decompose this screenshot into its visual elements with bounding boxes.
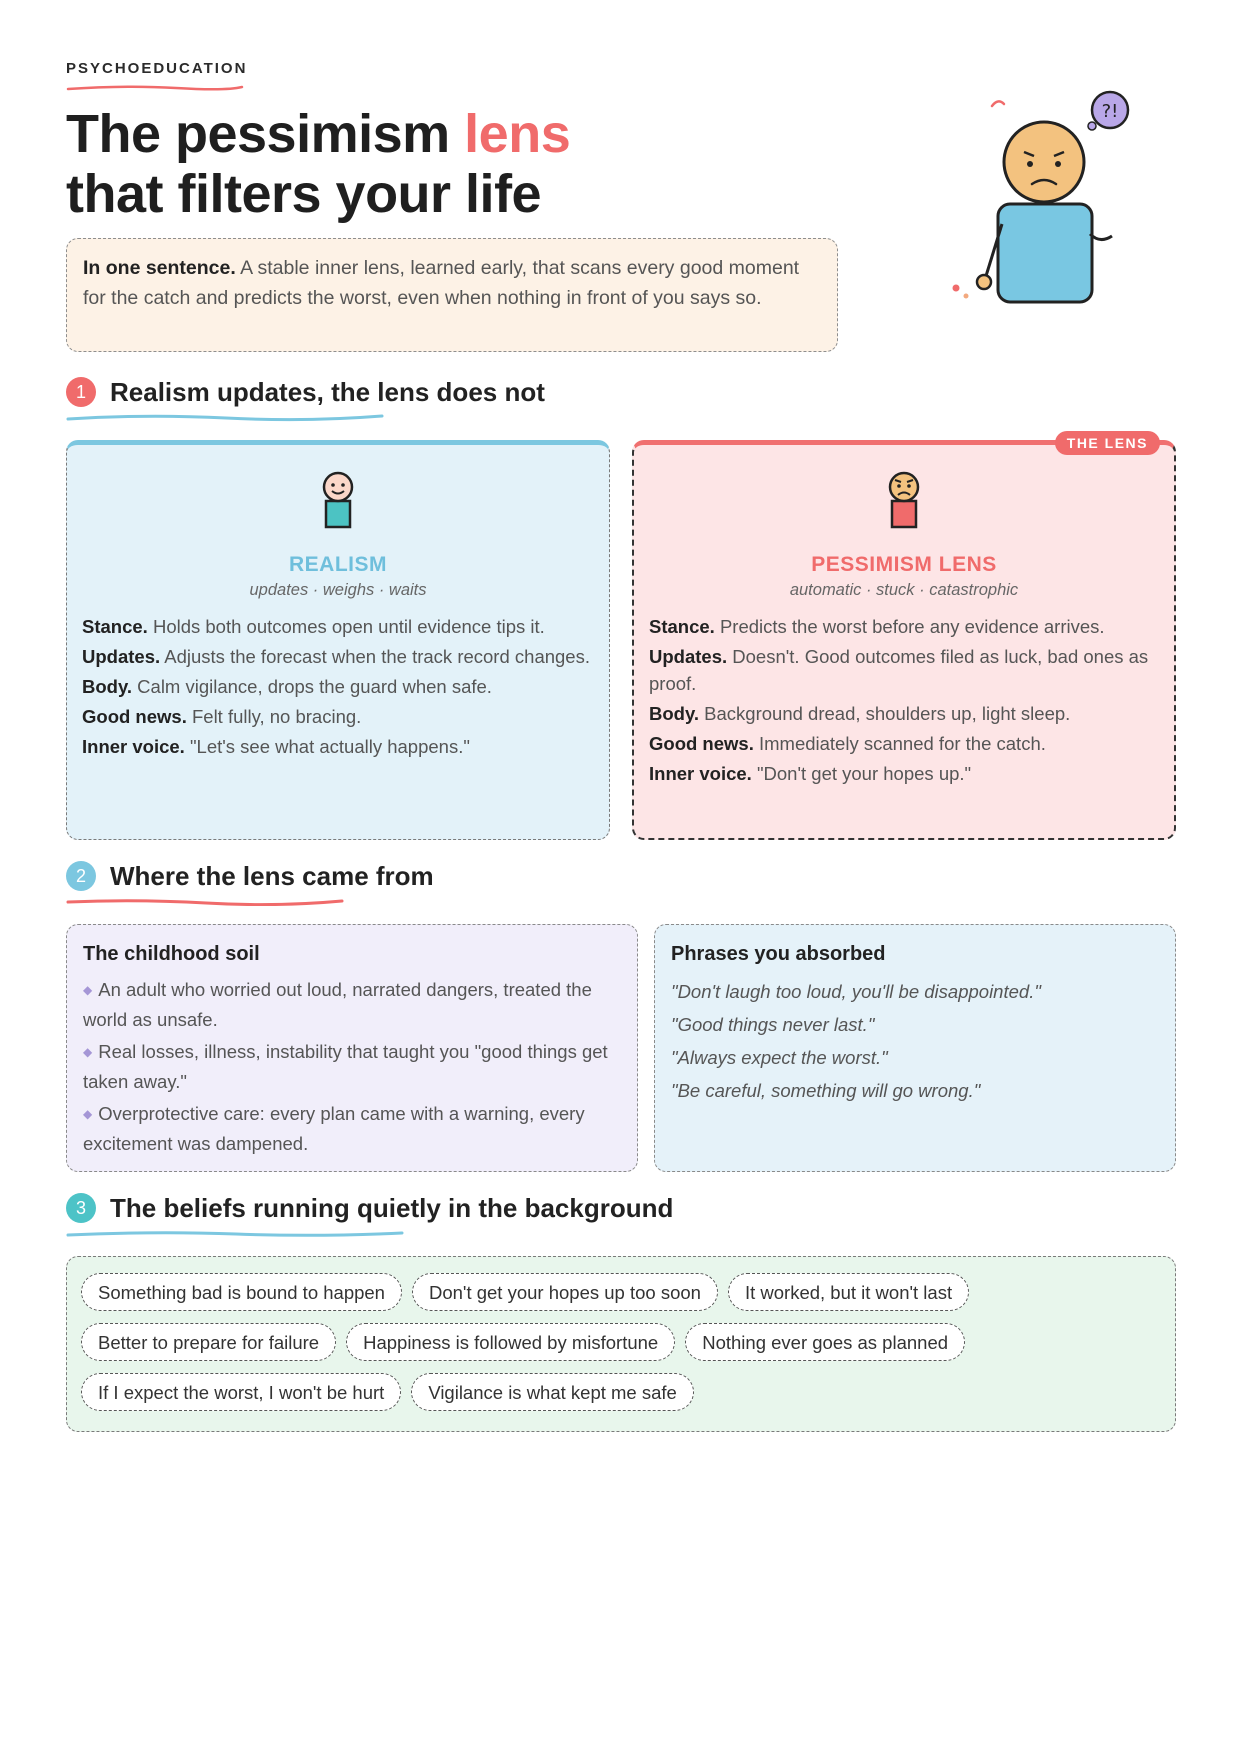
bubble-dot-icon xyxy=(1088,122,1096,130)
worried-person-icon xyxy=(884,469,924,531)
diamond-bullet-icon: ◆ xyxy=(83,1107,93,1121)
realism-row: Inner voice. "Let's see what actually happens." xyxy=(82,736,470,757)
title-accent: lens xyxy=(464,104,571,164)
section-title: Where the lens came from xyxy=(110,860,434,891)
body-shape xyxy=(998,204,1092,302)
summary-box xyxy=(66,238,838,352)
page-title xyxy=(66,104,570,224)
list-item: ◆ Overprotective care: every plan came with a warning, every excitement was dampened. xyxy=(83,1103,585,1154)
phrases-title: Phrases you absorbed xyxy=(671,943,886,965)
pessimism-label: PESSIMISM LENS xyxy=(811,553,997,576)
list-item: ◆ An adult who worried out loud, narrated dangers, treated the world as unsafe. xyxy=(83,979,592,1030)
pessimism-rows xyxy=(649,613,1156,790)
pessimism-row: Inner voice. "Don't get your hopes up." xyxy=(649,763,972,784)
bubble-text: ?! xyxy=(1101,101,1119,122)
kicker: PSYCHOEDUCATION xyxy=(66,60,248,77)
section-number-badge: 2 xyxy=(66,861,96,891)
section-1-underline xyxy=(66,414,386,422)
summary-lead: In one sentence. xyxy=(83,257,236,279)
phrase-quote: "Always expect the worst." xyxy=(671,1047,888,1068)
realism-card xyxy=(66,440,610,840)
section-1-header xyxy=(66,372,545,412)
section-title: Realism updates, the lens does not xyxy=(110,376,545,407)
belief-chip: It worked, but it won't last xyxy=(728,1273,969,1311)
belief-chips xyxy=(81,1273,1081,1411)
phrase-quote: "Be careful, something will go wrong." xyxy=(671,1080,981,1101)
section-3-underline xyxy=(66,1230,406,1238)
spark-icon xyxy=(992,101,1004,106)
realism-row: Body. Calm vigilance, drops the guard when safe. xyxy=(82,676,492,697)
pessimism-row: Body. Background dread, shoulders up, light sleep. xyxy=(649,703,1071,724)
belief-chip: Better to prepare for failure xyxy=(81,1323,336,1361)
worried-figure-illustration xyxy=(916,84,1136,324)
pessimism-row: Good news. Immediately scanned for the catch. xyxy=(649,733,1046,754)
realism-row: Good news. Felt fully, no bracing. xyxy=(82,706,362,727)
phrases-absorbed-box xyxy=(654,924,1176,1172)
belief-chip: Vigilance is what kept me safe xyxy=(411,1373,694,1411)
the-lens-badge: THE LENS xyxy=(1055,431,1160,455)
phrase-quote: "Don't laugh too loud, you'll be disappointed." xyxy=(671,981,1041,1002)
section-title: The beliefs running quietly in the background xyxy=(110,1192,674,1223)
belief-chip: Don't get your hopes up too soon xyxy=(412,1273,718,1311)
hand-left xyxy=(977,275,991,289)
section-3-header xyxy=(66,1188,673,1228)
childhood-soil-box xyxy=(66,924,638,1172)
kicker-underline xyxy=(66,84,246,92)
realism-label: REALISM xyxy=(289,553,387,576)
pessimism-row: Stance. Predicts the worst before any evidence arrives. xyxy=(649,616,1105,637)
pessimism-row: Updates. Doesn't. Good outcomes filed as luck, bad ones as proof. xyxy=(649,646,1149,694)
title-line2: that filters your life xyxy=(66,164,542,224)
title-part1: The pessimism xyxy=(66,104,465,164)
realism-row: Stance. Holds both outcomes open until evidence tips it. xyxy=(82,616,545,637)
confetti-dot xyxy=(953,285,960,292)
belief-chip: If I expect the worst, I won't be hurt xyxy=(81,1373,401,1411)
summary-text: A stable inner lens, learned early, that scans every good moment for the catch and predicts the worst, even when nothing in front of you says so. xyxy=(83,257,800,309)
pessimism-subtitle: automatic · stuck · catastrophic xyxy=(789,581,1019,599)
confetti-dot xyxy=(964,294,969,299)
section-number-badge: 3 xyxy=(66,1193,96,1223)
belief-chip: Happiness is followed by misfortune xyxy=(346,1323,675,1361)
childhood-soil-title: The childhood soil xyxy=(83,943,260,965)
diamond-bullet-icon: ◆ xyxy=(83,983,93,997)
realism-rows xyxy=(82,613,591,763)
list-item: ◆ Real losses, illness, instability that taught you "good things get taken away." xyxy=(83,1041,608,1092)
calm-person-icon xyxy=(318,469,358,531)
realism-subtitle: updates · weighs · waits xyxy=(249,581,427,599)
belief-chip: Nothing ever goes as planned xyxy=(685,1323,965,1361)
pessimism-lens-card xyxy=(632,435,1176,840)
phrase-quote: "Good things never last." xyxy=(671,1014,875,1035)
section-number-badge: 1 xyxy=(66,377,96,407)
belief-chip: Something bad is bound to happen xyxy=(81,1273,402,1311)
section-2-header xyxy=(66,856,434,896)
realism-row: Updates. Adjusts the forecast when the track record changes. xyxy=(82,646,590,667)
head-shape xyxy=(1004,122,1084,202)
beliefs-box xyxy=(66,1256,1176,1432)
section-2-underline xyxy=(66,898,346,906)
diamond-bullet-icon: ◆ xyxy=(83,1045,93,1059)
